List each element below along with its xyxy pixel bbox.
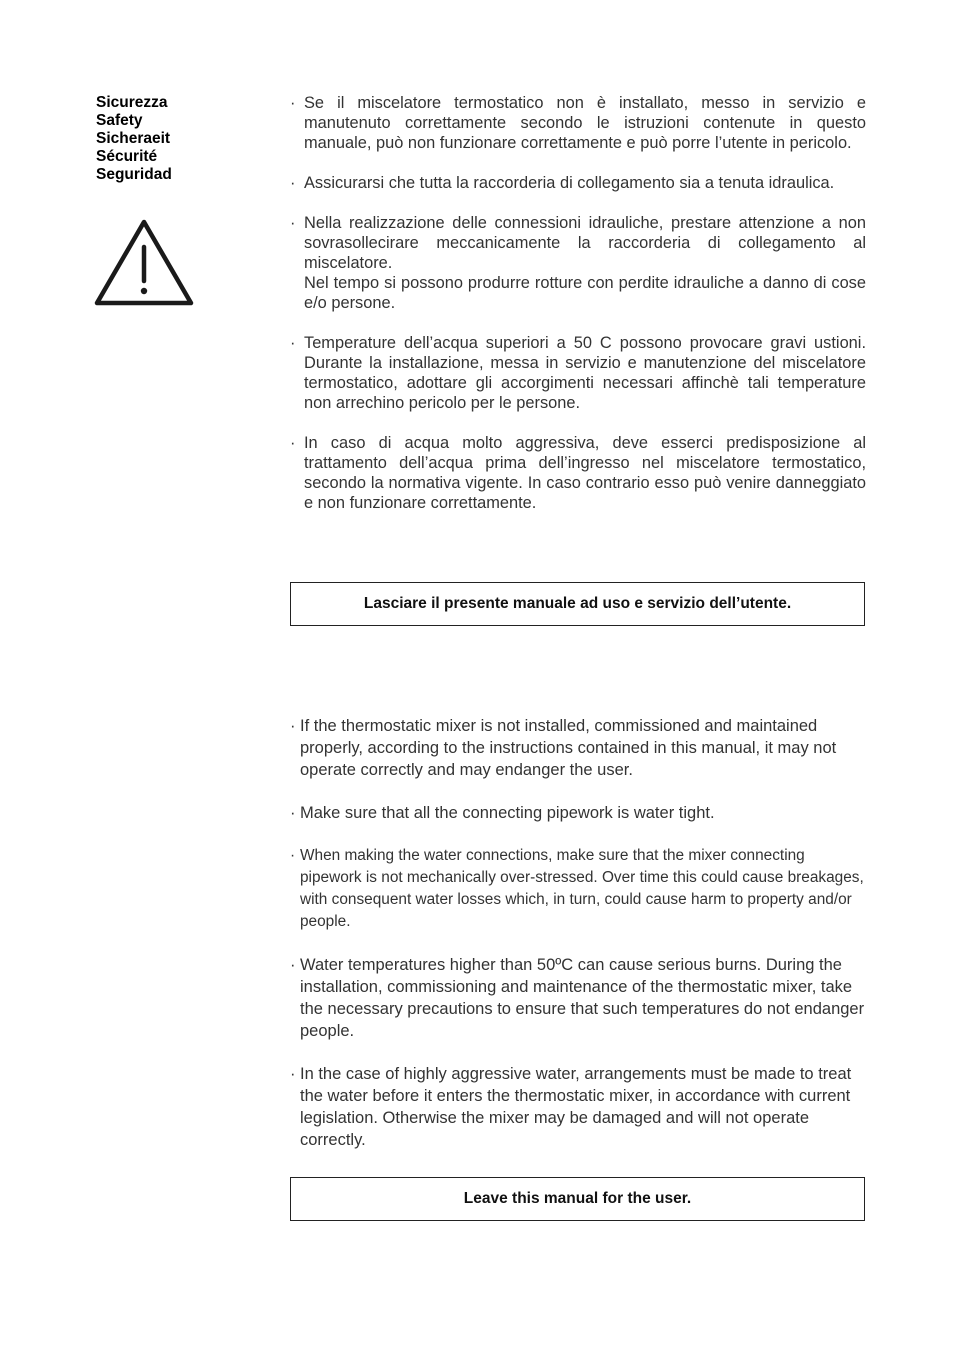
bullet-mark: ·	[290, 334, 296, 352]
paragraph: Make sure that all the connecting pipework is water tight.	[300, 804, 715, 822]
heading-italian: Sicurezza	[96, 94, 168, 111]
heading-french: Sécurité	[96, 148, 158, 165]
paragraph: Temperature dell’acqua superiori a 50 C possono provocare gravi ustioni. Durante la installazione, messa in servizio e manutenzione del miscelatore termostatico, adottare gli accorgimenti necessari affinchè tali temperature non arrechino pericolo per le persone.	[304, 334, 866, 412]
list-item	[290, 845, 866, 933]
heading-spanish: Seguridad	[96, 166, 172, 183]
bullet-mark: ·	[290, 94, 296, 112]
list-item	[290, 433, 866, 513]
list-item	[290, 1063, 866, 1151]
paragraph: When making the water connections, make sure that the mixer connecting pipework is not mechanically over-stressed. Over time this could cause breakages, with consequent water losses which, in turn, could cause harm to property and/or people.	[300, 847, 864, 930]
paragraph: Se il miscelatore termostatico non è installato, messo in servizio e manutenuto correttamente secondo le istruzioni contenute in questo manuale, può non funzionare correttamente e può porre l’utente in pericolo.	[304, 94, 866, 152]
notice-box-english	[290, 1177, 865, 1221]
paragraph: Nel tempo si possono produrre rotture con perdite idrauliche a danno di cose e/o persone.	[304, 274, 866, 312]
paragraph: Water temperatures higher than 50ºC can cause serious burns. During the installation, commissioning and maintenance of the thermostatic mixer, take the necessary precautions to ensure that such temperatures do not endanger people.	[300, 956, 865, 1040]
heading-english: Safety	[96, 112, 143, 129]
paragraph: Nella realizzazione delle connessioni idrauliche, prestare attenzione a non sovrasollecirare meccanicamente la raccorderia di collegamento al miscelatore.	[304, 214, 866, 272]
bullet-mark: ·	[290, 174, 296, 192]
italian-instructions	[290, 93, 866, 533]
list-item	[290, 173, 866, 193]
list-item	[290, 715, 866, 781]
bullet-mark: ·	[290, 1065, 296, 1083]
bullet-mark: ·	[290, 717, 296, 735]
bullet-mark: ·	[290, 956, 296, 974]
heading-german: Sicheraeit	[96, 130, 171, 147]
english-instructions	[290, 715, 866, 1172]
list-item	[290, 93, 866, 153]
notice-box-italian	[290, 582, 865, 626]
list-item	[290, 802, 866, 824]
notice-text: Lasciare il presente manuale ad uso e servizio dell’utente.	[363, 595, 792, 612]
paragraph: If the thermostatic mixer is not installed, commissioned and maintained properly, according to the instructions contained in this manual, it may not operate correctly and may endanger the user.	[300, 717, 837, 779]
paragraph: In the case of highly aggressive water, arrangements must be made to treat the water before it enters the thermostatic mixer, in accordance with current legislation. Otherwise the mixer may be damaged and will not operate correctly.	[300, 1065, 852, 1149]
section-heading	[96, 94, 246, 184]
list-item	[290, 333, 866, 413]
notice-text: Leave this manual for the user.	[463, 1190, 692, 1207]
warning-triangle-icon	[93, 217, 195, 309]
bullet-mark: ·	[290, 804, 296, 822]
paragraph: Assicurarsi che tutta la raccorderia di collegamento sia a tenuta idraulica.	[304, 174, 835, 192]
list-item	[290, 954, 866, 1042]
list-item	[290, 213, 866, 313]
paragraph: In caso di acqua molto aggressiva, deve esserci predisposizione al trattamento dell’acqua prima dell’ingresso nel miscelatore termostatico, secondo la normativa vigente. In caso contrario esso può venire danneggiato e non funzionare correttamente.	[304, 434, 866, 512]
bullet-mark: ·	[290, 847, 296, 864]
bullet-mark: ·	[290, 214, 296, 232]
bullet-mark: ·	[290, 434, 296, 452]
